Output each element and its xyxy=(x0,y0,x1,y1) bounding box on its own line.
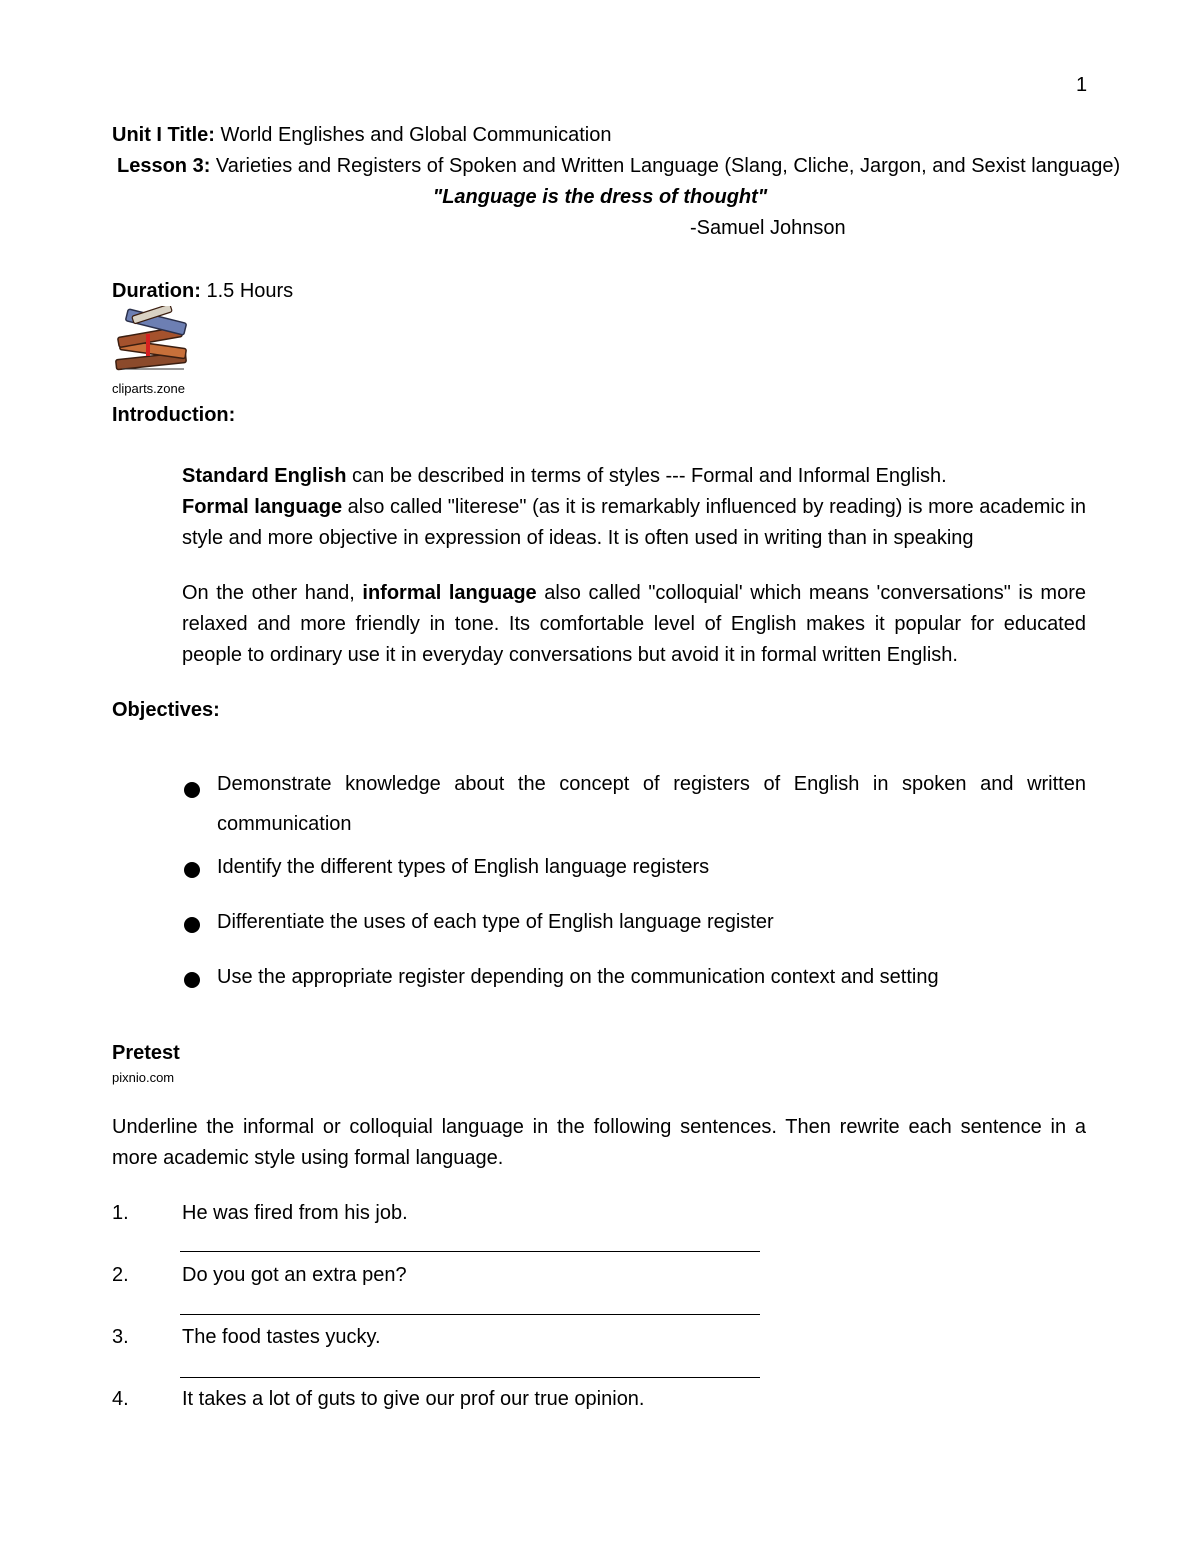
objectives-heading: Objectives: xyxy=(112,699,220,721)
objective-item: Identify the different types of English language registers xyxy=(217,856,710,878)
objective-item: Demonstrate knowledge about the concept of registers of English in spoken and written communication xyxy=(217,773,1086,835)
introduction-heading: Introduction: xyxy=(112,404,236,426)
pretest-sentence: Do you got an extra pen? xyxy=(182,1264,407,1286)
informal-language-term: informal language xyxy=(362,582,537,604)
informal-language-pre: On the other hand, xyxy=(182,582,363,604)
formal-language-text: also called "literese" (as it is remarkably influenced by reading) is more academic in style and more objective in expression of ideas. It is often used in writing than in speaking xyxy=(182,496,1086,549)
pretest-sentence: He was fired from his job. xyxy=(182,1202,408,1224)
intro-paragraph-informal-language xyxy=(182,578,1086,671)
pretest-sentence: The food tastes yucky. xyxy=(182,1326,381,1348)
bullet-icon xyxy=(184,972,200,988)
standard-english-term: Standard English xyxy=(182,465,347,487)
bullet-icon xyxy=(184,917,200,933)
standard-english-text: can be described in terms of styles --- Formal and Informal English. xyxy=(346,465,947,487)
item-number: 1. xyxy=(112,1202,129,1224)
answer-line[interactable] xyxy=(180,1314,760,1315)
formal-language-term: Formal language xyxy=(182,496,343,518)
books-clipart-icon xyxy=(112,306,196,378)
lesson-label: Lesson 3: xyxy=(117,155,211,177)
answer-line[interactable] xyxy=(180,1251,760,1252)
item-number: 3. xyxy=(112,1326,129,1348)
item-number: 4. xyxy=(112,1388,129,1410)
duration-line xyxy=(112,278,293,304)
intro-paragraph-formal-language xyxy=(182,492,1086,554)
quote-author: -Samuel Johnson xyxy=(690,217,846,239)
bullet-icon xyxy=(184,782,200,798)
unit-title-line xyxy=(112,122,611,148)
unit-title: World Englishes and Global Communication xyxy=(220,124,612,146)
lesson-title-line xyxy=(117,153,1120,179)
image-credit-pixnio: pixnio.com xyxy=(112,1070,175,1085)
item-number: 2. xyxy=(112,1264,129,1286)
pretest-instructions: Underline the informal or colloquial language in the following sentences. Then rewrite each sentence in a more academic style using formal language. xyxy=(112,1116,1086,1169)
lesson-title: Varieties and Registers of Spoken and Written Language (Slang, Cliche, Jargon, and Sexist language) xyxy=(215,155,1121,177)
duration-label: Duration: xyxy=(112,280,201,302)
unit-label: Unit I Title: xyxy=(112,124,215,146)
answer-line[interactable] xyxy=(180,1377,760,1378)
duration-value: 1.5 Hours xyxy=(206,280,294,302)
pretest-heading: Pretest xyxy=(112,1042,180,1064)
quote: "Language is the dress of thought" xyxy=(432,186,768,208)
image-credit-cliparts: cliparts.zone xyxy=(112,381,185,396)
page-number: 1 xyxy=(1076,74,1088,96)
pretest-sentence: It takes a lot of guts to give our prof our true opinion. xyxy=(182,1388,645,1410)
objective-item: Use the appropriate register depending on the communication context and setting xyxy=(217,966,939,988)
informal-language-text: also called "colloquial' which means 'conversations" is more relaxed and more friendly in tone. Its comfortable level of English makes it popular for educated people to ordinary use it in everyday conversations but avoid it in formal written English. xyxy=(182,582,1086,666)
intro-paragraph-standard-english xyxy=(182,461,1086,492)
objective-item: Differentiate the uses of each type of English language register xyxy=(217,911,774,933)
bullet-icon xyxy=(184,862,200,878)
